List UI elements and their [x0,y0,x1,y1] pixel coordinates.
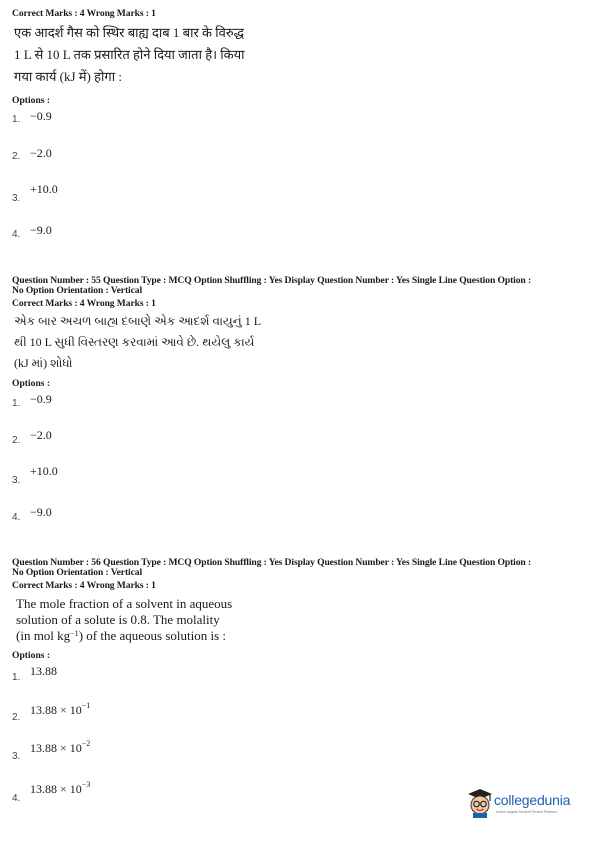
question-text-line [16,627,226,644]
option-value: +10.0 [30,464,58,478]
question-text-line: गया कार्य (kJ में) होगा : [14,69,122,84]
question-text-line: solution of a solute is 0.8. The molality [16,612,220,627]
question-header: No Option Orientation : Vertical [12,285,143,296]
option-number: 2. [12,712,21,723]
exponent: −1 [81,701,91,710]
question-text-part: (in mol kg [16,628,71,643]
question-text-line: The mole fraction of a solvent in aqueous [16,596,233,611]
options-label: Options : [12,95,51,106]
option-number: 2. [12,151,21,162]
superscript: −1 [70,629,79,638]
question-header: Question Number : 56 Question Type : MCQ Option Shuffling : Yes Display Question Number : Yes Single Line Question Option : [12,557,532,568]
option-number: 1. [12,114,21,125]
option-mantissa: 13.88 × 10 [30,782,82,796]
options-label: Options : [12,378,51,389]
option-number: 3. [12,475,21,486]
question-text-line: (kJ માં) શોધો [14,356,73,370]
option-value: 13.88 [30,664,57,678]
question-header: No Option Orientation : Vertical [12,567,143,578]
marks-label: Correct Marks : 4 Wrong Marks : 1 [12,298,156,309]
option-number: 1. [12,672,21,683]
option-number: 4. [12,512,21,523]
question-header: Question Number : 55 Question Type : MCQ Option Shuffling : Yes Display Question Number : Yes Single Line Question Option : [12,275,532,286]
marks-label: Correct Marks : 4 Wrong Marks : 1 [12,8,156,19]
option-number: 4. [12,229,21,240]
option-number: 2. [12,435,21,446]
option-number: 3. [12,193,21,204]
option-number: 1. [12,398,21,409]
marks-label: Correct Marks : 4 Wrong Marks : 1 [12,580,156,591]
options-label: Options : [12,650,51,661]
exponent: −2 [81,739,91,748]
option-value [30,703,90,718]
logo-tagline: India's largest Student Review Platform [496,810,557,814]
logo-text: collegedunia [494,792,571,808]
question-text-part: ) of the aqueous solution is : [78,628,227,643]
option-number: 3. [12,751,21,762]
option-value: −2.0 [30,146,52,160]
option-value: −2.0 [30,428,52,442]
option-value [30,782,90,797]
option-value: −9.0 [30,223,52,237]
option-mantissa: 13.88 × 10 [30,741,82,755]
exponent: −3 [81,780,91,789]
mascot-icon [467,788,493,818]
option-value: −9.0 [30,505,52,519]
question-text-line: एक आदर्श गैस को स्थिर बाह्य दाब 1 बार के विरुद्ध [14,25,245,40]
option-number: 4. [12,793,21,804]
option-mantissa: 13.88 × 10 [30,703,82,717]
question-text-line: એક બાર અચળ બાહ્ય દબાણે એક આદર્શ વાયુનું 1 L [14,314,262,328]
collegedunia-logo[interactable] [467,786,587,822]
question-text-line: 1 L से 10 L तक प्रसारित होने दिया जाता है। किया [14,47,245,62]
option-value: −0.9 [30,109,52,123]
option-value: +10.0 [30,182,58,196]
option-value: −0.9 [30,392,52,406]
question-text-line: થી 10 L સુધી વિસ્તરણ કરવામાં આવે છે. થયેલુ કાર્ય [14,335,255,349]
option-value [30,741,90,756]
